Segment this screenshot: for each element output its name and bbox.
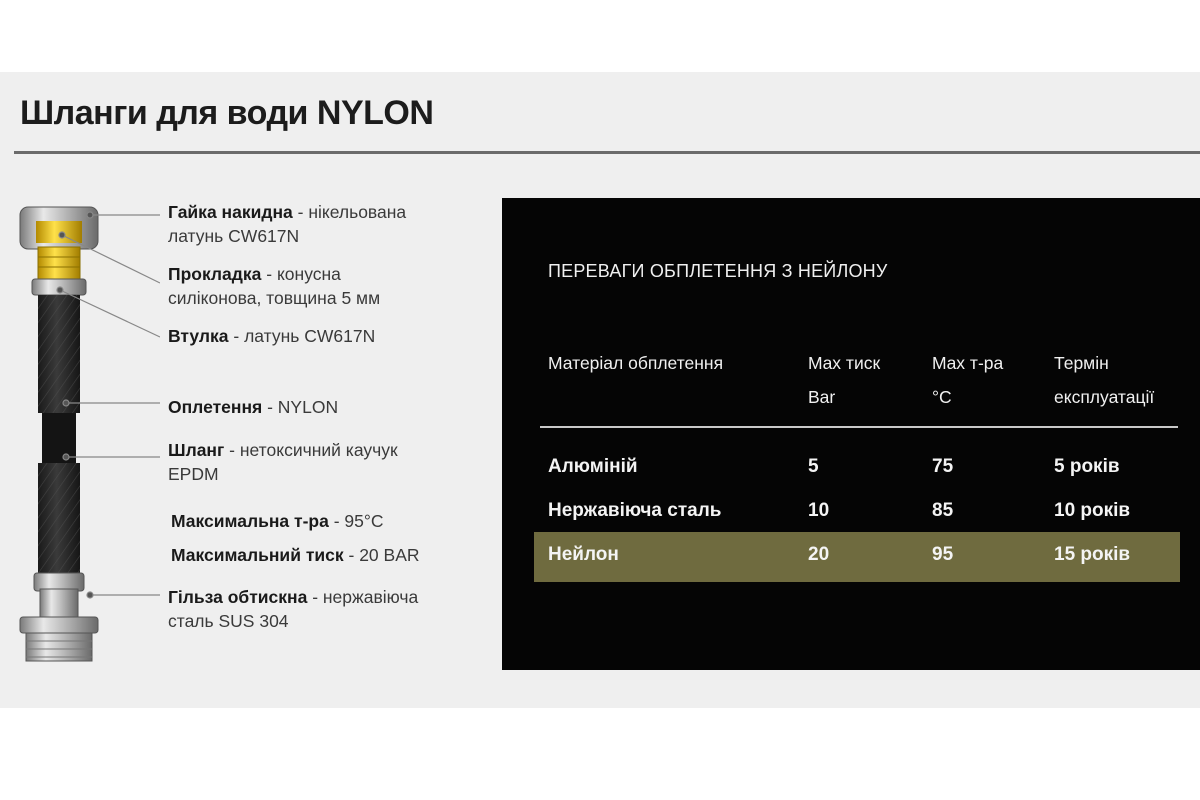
braid-upper-icon <box>38 295 80 413</box>
label-nut: Гайка накидна - нікельована латунь CW617N <box>168 202 407 246</box>
label-sleeve: Втулка - латунь CW617N <box>168 326 376 346</box>
header-material: Матеріал обплетення <box>548 353 724 373</box>
label-hose: Шланг - нетоксичний каучук EPDM <box>168 440 398 484</box>
table-cell: 20 <box>808 544 830 565</box>
table-cell: Нейлон <box>548 544 619 565</box>
header-pressure: Max тиск Bar <box>808 353 881 407</box>
title-divider <box>14 151 1200 154</box>
table-cell: 5 років <box>1054 456 1120 477</box>
table-cell: Нержавіюча сталь <box>548 500 722 521</box>
table-cell: 95 <box>932 544 954 565</box>
nut-icon <box>20 207 98 295</box>
table-cell: 10 <box>808 500 830 521</box>
header-lifetime: Термін експлуатації <box>1054 353 1155 407</box>
label-gasket: Прокладка - конусна силіконова, товщина 5 мм <box>168 264 381 308</box>
header-divider <box>540 426 1178 428</box>
table-cell: 85 <box>932 500 954 521</box>
header-temp: Max т-ра °С <box>932 353 1004 407</box>
table-cell: 15 років <box>1054 544 1131 565</box>
comparison-panel <box>502 198 1200 670</box>
hose-illustration <box>0 195 160 670</box>
label-max-pressure: Максимальний тиск - 20 BAR <box>171 545 420 565</box>
ferrule-icon <box>20 573 98 661</box>
page-title: Шланги для води NYLON <box>20 94 434 132</box>
table-cell: 10 років <box>1054 500 1131 521</box>
hose-core-icon <box>42 413 76 463</box>
table-cell: Алюміній <box>548 456 638 477</box>
label-braid: Оплетення - NYLON <box>168 397 339 417</box>
label-max-temp: Максимальна т-ра - 95°C <box>171 511 384 531</box>
table-cell: 5 <box>808 456 819 477</box>
braid-lower-icon <box>38 463 80 575</box>
table-cell: 75 <box>932 456 954 477</box>
label-ferrule: Гільза обтискна - нержавіюча сталь SUS 304 <box>168 587 419 631</box>
panel-title: ПЕРЕВАГИ ОБПЛЕТЕННЯ З НЕЙЛОНУ <box>548 261 888 281</box>
